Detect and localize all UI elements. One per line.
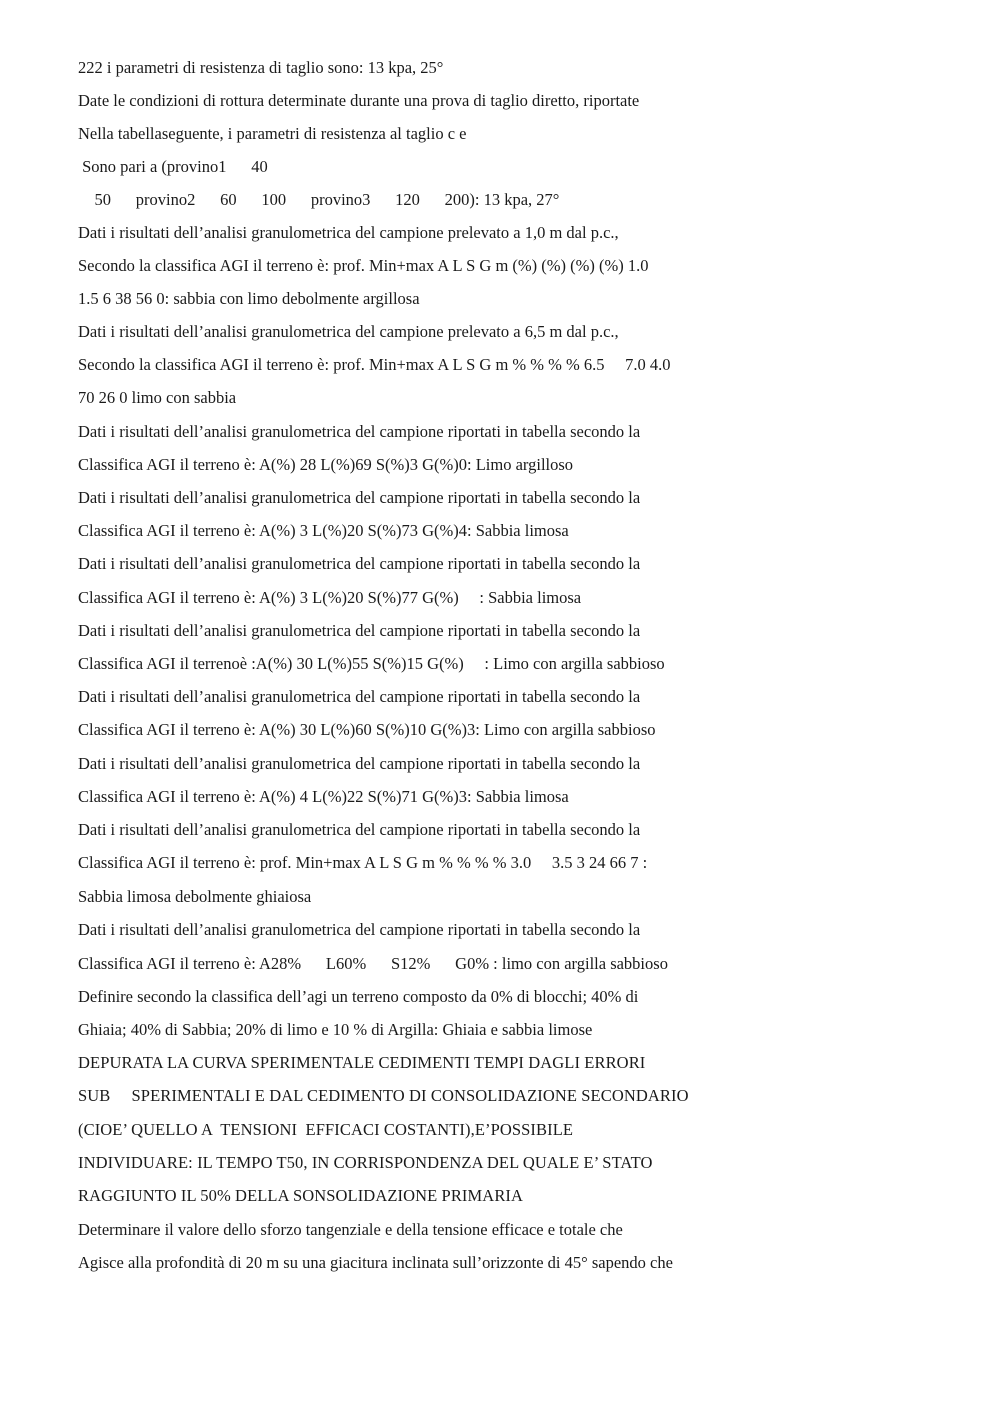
text-line: Nella tabellaseguente, i parametri di resistenza al taglio c e (78, 124, 467, 143)
text-line: Sono pari a (provino1 40 (78, 157, 268, 176)
text-line: Dati i risultati dell’analisi granulometrica del campione riportati in tabella secondo la (78, 920, 641, 939)
text-line: RAGGIUNTO IL 50% DELLA SONSOLIDAZIONE PRIMARIA (78, 1186, 524, 1205)
text-line: Dati i risultati dell’analisi granulometrica del campione prelevato a 6,5 m dal p.c., (78, 322, 619, 341)
text-line: Dati i risultati dell’analisi granulometrica del campione riportati in tabella secondo la (78, 754, 641, 773)
text-line: Dati i risultati dell’analisi granulometrica del campione riportati in tabella secondo la (78, 687, 641, 706)
text-line: 222 i parametri di resistenza di taglio sono: 13 kpa, 25° (78, 58, 444, 77)
text-line: (CIOE’ QUELLO A TENSIONI EFFICACI COSTANTI),E’POSSIBILE (78, 1120, 574, 1139)
text-line: Determinare il valore dello sforzo tangenziale e della tensione efficace e totale che (78, 1220, 623, 1239)
text-line: Secondo la classifica AGI il terreno è: prof. Min+max A L S G m (%) (%) (%) (%) 1.0 (78, 256, 649, 275)
text-line: Dati i risultati dell’analisi granulometrica del campione riportati in tabella secondo la (78, 554, 641, 573)
text-line: Dati i risultati dell’analisi granulometrica del campione riportati in tabella secondo la (78, 488, 641, 507)
text-line: SUB SPERIMENTALI E DAL CEDIMENTO DI CONSOLIDAZIONE SECONDARIO (78, 1086, 689, 1105)
text-line: Dati i risultati dell’analisi granulometrica del campione riportati in tabella secondo la (78, 820, 641, 839)
text-line: Ghiaia; 40% di Sabbia; 20% di limo e 10 % di Argilla: Ghiaia e sabbia limose (78, 1020, 593, 1039)
text-line: 1.5 6 38 56 0: sabbia con limo debolmente argillosa (78, 289, 420, 308)
text-line: Dati i risultati dell’analisi granulometrica del campione riportati in tabella secondo la (78, 422, 641, 441)
text-line: 50 provino2 60 100 provino3 120 200): 13 kpa, 27° (78, 190, 560, 209)
text-line: Dati i risultati dell’analisi granulometrica del campione prelevato a 1,0 m dal p.c., (78, 223, 619, 242)
text-line: Classifica AGI il terreno è: prof. Min+max A L S G m % % % % 3.0 3.5 3 24 66 7 : (78, 853, 648, 872)
text-line: 70 26 0 limo con sabbia (78, 388, 237, 407)
text-line: Agisce alla profondità di 20 m su una giacitura inclinata sull’orizzonte di 45° sapendo che (78, 1253, 673, 1272)
text-line: Date le condizioni di rottura determinate durante una prova di taglio diretto, riportate (78, 91, 640, 110)
text-line: Sabbia limosa debolmente ghiaiosa (78, 887, 312, 906)
text-line: Classifica AGI il terreno è: A(%) 3 L(%)20 S(%)73 G(%)4: Sabbia limosa (78, 521, 569, 540)
text-line: Definire secondo la classifica dell’agi un terreno composto da 0% di blocchi; 40% di (78, 987, 639, 1006)
text-line: Secondo la classifica AGI il terreno è: prof. Min+max A L S G m % % % % 6.5 7.0 4.0 (78, 355, 671, 374)
text-line: DEPURATA LA CURVA SPERIMENTALE CEDIMENTI TEMPI DAGLI ERRORI (78, 1053, 646, 1072)
text-line: Classifica AGI il terrenoè :A(%) 30 L(%)55 S(%)15 G(%) : Limo con argilla sabbioso (78, 654, 665, 673)
text-line: Classifica AGI il terreno è: A(%) 28 L(%)69 S(%)3 G(%)0: Limo argilloso (78, 455, 574, 474)
text-line: Classifica AGI il terreno è: A(%) 30 L(%)60 S(%)10 G(%)3: Limo con argilla sabbioso (78, 720, 656, 739)
text-line: Classifica AGI il terreno è: A28% L60% S12% G0% : limo con argilla sabbioso (78, 954, 668, 973)
text-line: INDIVIDUARE: IL TEMPO T50, IN CORRISPONDENZA DEL QUALE E’ STATO (78, 1153, 653, 1172)
text-line: Classifica AGI il terreno è: A(%) 4 L(%)22 S(%)71 G(%)3: Sabbia limosa (78, 787, 569, 806)
text-line: Dati i risultati dell’analisi granulometrica del campione riportati in tabella secondo la (78, 621, 641, 640)
text-line: Classifica AGI il terreno è: A(%) 3 L(%)20 S(%)77 G(%) : Sabbia limosa (78, 588, 582, 607)
